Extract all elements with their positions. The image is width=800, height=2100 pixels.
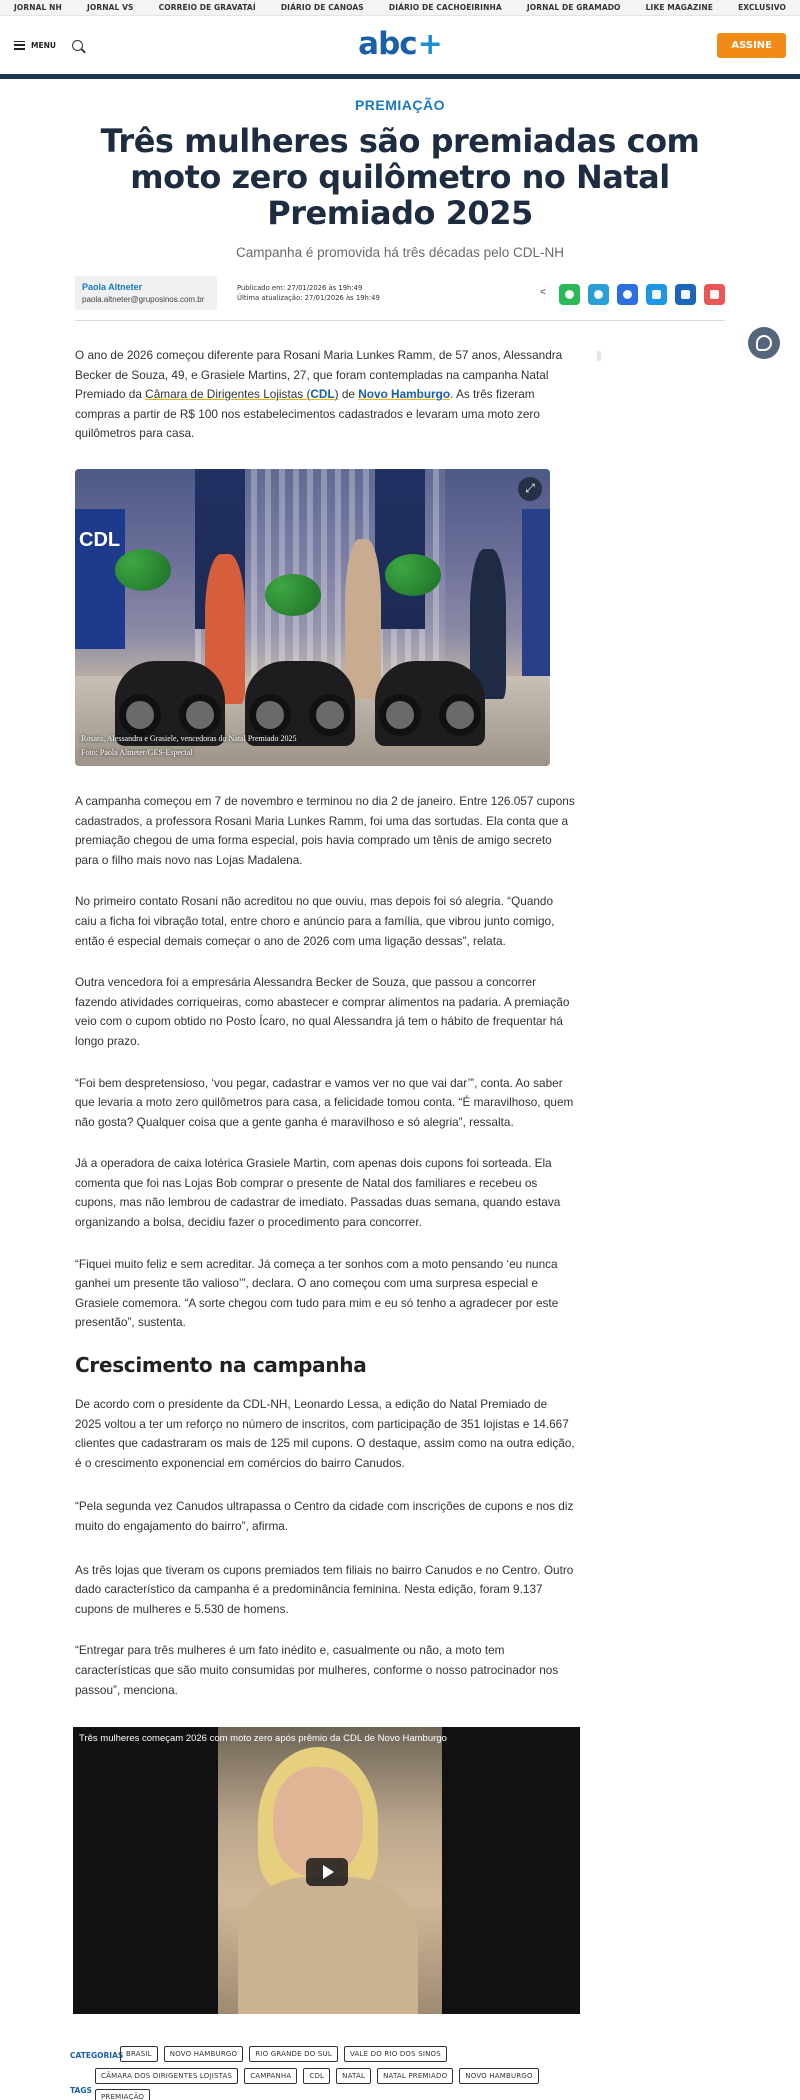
- updated-date: Última atualização: 27/01/2026 às 19h:49: [237, 294, 380, 302]
- site-header: [0, 16, 800, 74]
- novo-hamburgo-link[interactable]: Novo Hamburgo: [358, 387, 451, 402]
- body-paragraph: No primeiro contato Rosani não acreditou no que ouviu, mas depois foi só alegria. “Quando caiu a ficha foi vibração total, entre choro e anúncio para a família, que vibrou junto comigo, então é especial demais começar o ano de 2026 com uma ligação dessas”, relata.: [75, 894, 555, 948]
- article-photo[interactable]: [75, 469, 550, 766]
- category-tag[interactable]: BRASIL: [120, 2046, 158, 2062]
- photo-person: [345, 539, 381, 699]
- partner-link[interactable]: JORNAL DE GRAMADO: [526, 3, 621, 12]
- caption-credit: Foto: Paola Altneter/GES-Especial: [81, 747, 193, 757]
- lead-text-end: . As três fizeram compras a partir de R$ 100 nos estabelecimentos cadastrados e levaram uma moto zero quilômetros para casa.: [75, 387, 540, 441]
- cdl-link-text: Câmara de Dirigentes Lojistas (: [145, 387, 311, 402]
- category-tag[interactable]: VALE DO RIO DOS SINOS: [344, 2046, 447, 2062]
- video-title[interactable]: Três mulheres começam 2026 com moto zero após prêmio da CDL de Novo Hamburgo: [79, 1733, 447, 1745]
- photo-banner: [375, 469, 425, 629]
- author-box: [75, 276, 217, 310]
- publish-dates: [237, 283, 380, 303]
- partner-link[interactable]: JORNAL NH: [14, 3, 62, 12]
- categories-row: [70, 2046, 800, 2062]
- email-icon: [710, 290, 719, 299]
- twitter-share-button[interactable]: [646, 284, 667, 305]
- body-paragraph: “Entregar para três mulheres é um fato inédito e, casualmente ou não, a moto tem características que são muito consumidas por mulheres, conforme o nosso patrocinador nos passou”, menciona.: [75, 1643, 559, 1697]
- telegram-share-button[interactable]: [588, 284, 609, 305]
- header-divider: [0, 74, 800, 79]
- email-share-button[interactable]: [704, 284, 725, 305]
- photo-balloons: [115, 549, 171, 591]
- facebook-share-button[interactable]: [617, 284, 638, 305]
- category-tag[interactable]: RIO GRANDE DO SUL: [249, 2046, 338, 2062]
- share-icon: [540, 290, 549, 299]
- video-player[interactable]: [73, 1727, 580, 2014]
- menu-button[interactable]: [14, 41, 56, 50]
- search-icon[interactable]: [72, 40, 83, 51]
- photo-motorcycle: [375, 661, 485, 746]
- motorcycle-wheel: [249, 694, 291, 736]
- photo-balloons: [385, 554, 441, 596]
- logo-text: abc: [358, 26, 417, 62]
- chat-bubble-icon: [756, 335, 772, 351]
- motorcycle-wheel: [119, 694, 161, 736]
- tag[interactable]: CDL: [303, 2068, 330, 2084]
- body-paragraph: De acordo com o presidente da CDL-NH, Leonardo Lessa, a edição do Natal Premiado de 2025 voltou a ter um reforço no número de inscritos, com participação de 351 lojistas e 14.667 clientes que cadastraram os mais de 125 mil cupons. O destaque, assim como na outra edição, é o crescimento exponencial em comércios do bairro Canudos.: [75, 1397, 575, 1470]
- photo-balloons: [265, 574, 321, 616]
- motorcycle-wheel: [379, 694, 421, 736]
- partner-link[interactable]: EXCLUSIVO: [738, 3, 786, 12]
- lead-text-mid: de: [338, 387, 359, 402]
- category-tag[interactable]: NOVO HAMBURGO: [164, 2046, 243, 2062]
- linkedin-share-button[interactable]: [675, 284, 696, 305]
- cdl-link-bold[interactable]: CDL: [310, 387, 335, 402]
- tag[interactable]: PREMIAÇÃO: [95, 2089, 150, 2100]
- lead-paragraph: [75, 346, 575, 444]
- motorcycle-wheel: [179, 694, 221, 736]
- chat-float-button[interactable]: [748, 327, 780, 359]
- hamburger-icon: [14, 41, 25, 50]
- partner-link[interactable]: LIKE MAGAZINE: [645, 3, 713, 12]
- article-title: Três mulheres são premiadas com moto zero quilômetro no Natal Premiado 2025: [100, 122, 700, 232]
- author-name[interactable]: Paola Altneter: [82, 282, 143, 292]
- share-bar: [540, 284, 725, 305]
- tag[interactable]: NATAL PREMIADO: [377, 2068, 453, 2084]
- partner-link[interactable]: JORNAL VS: [87, 3, 134, 12]
- body-paragraph: “Fiquei muito feliz e sem acreditar. Já começa a ter sonhos com a moto pensando ‘eu nunca ganhei um presente tão valioso’”, declara. O ano começou com uma surpresa especial e Grasiele comemora. “A sorte chegou com tudo para mim e eu só tenho a agradecer por este presentão”, sustenta.: [75, 1256, 559, 1330]
- lead-text: O ano de 2026 começou diferente para Rosani Maria Lunkes Ramm, de 57 anos, Alessandra Becker de Souza, 49, e Grasiele Martins, 27, que foram contempladas na campanha Natal Premiado da: [75, 348, 563, 402]
- partner-link[interactable]: DIÁRIO DE CANOAS: [280, 3, 364, 12]
- scroll-marker: [597, 351, 601, 361]
- partner-link[interactable]: CORREIO DE GRAVATAÍ: [158, 3, 256, 12]
- whatsapp-share-button[interactable]: [559, 284, 580, 305]
- logo-plus: +: [417, 26, 442, 62]
- tags-label: TAGS: [70, 2086, 92, 2096]
- article-kicker[interactable]: PREMIAÇÃO: [354, 97, 446, 113]
- tags-list: [95, 2068, 565, 2100]
- whatsapp-icon: [565, 290, 574, 299]
- body-paragraph: Outra vencedora foi a empresária Alessandra Becker de Souza, que passou a concorrer fazendo atividades corriqueiras, como abastecer e comprar alimentos na padaria. A premiação veio com o cupom obtido no Posto Ícaro, no qual Alessandra já tem o hábito de frequentar há longo prazo.: [75, 975, 570, 1048]
- meta-divider: [75, 320, 725, 321]
- menu-label: MENU: [31, 40, 56, 50]
- categories-list: [120, 2046, 560, 2062]
- cdl-link[interactable]: [145, 387, 338, 401]
- motorcycle-wheel: [309, 694, 351, 736]
- photo-caption: [81, 732, 297, 760]
- caption-text: Rosani, Alessandra e Grasiele, vencedoras do Natal Premiado 2025: [81, 733, 297, 743]
- article-subtitle: Campanha é promovida há três décadas pelo CDL-NH: [236, 245, 564, 260]
- body-paragraph: Já a operadora de caixa lotérica Grasiele Martin, com apenas dois cupons foi sorteada. Ela comenta que foi nas Lojas Bob comprar o presente de Natal dos familiares e recebeu os cupons, mas não lembrou de cadastrar de imediato. Passadas duas semana, quando estava organizando a bolsa, decidiu fazer o procedimento para concorrer.: [75, 1156, 561, 1230]
- tag[interactable]: NOVO HAMBURGO: [459, 2068, 538, 2084]
- telegram-icon: [594, 290, 603, 299]
- cdl-link-end: ): [334, 387, 339, 402]
- partner-link[interactable]: DIÁRIO DE CACHOEIRINHA: [388, 3, 502, 12]
- expand-icon[interactable]: ⤢: [518, 477, 542, 501]
- body-paragraph: As três lojas que tiveram os cupons premiados tem filiais no bairro Canudos e no Centro. Outro dado característico da campanha é a predominância feminina. Nesta edição, foram 9.137 cupons de mulheres e 5.530 de homens.: [75, 1562, 574, 1616]
- section-heading: Crescimento na campanha: [75, 1353, 367, 1378]
- body-paragraph: “Foi bem despretensioso, ‘vou pegar, cadastrar e vamos ver no que vai dar’”, conta. Ao saber que levaria a moto zero quilômetros para casa, a felicidade tomou conta. “É maravilhoso, quem não gosta? Qualquer coisa que a gente ganha é maravilhoso e só alegria”, ressalta.: [75, 1075, 574, 1129]
- article-meta: [75, 276, 725, 310]
- tag[interactable]: CÂMARA DOS DIRIGENTES LOJISTAS: [95, 2068, 238, 2084]
- tag[interactable]: CAMPANHA: [244, 2068, 297, 2084]
- site-logo[interactable]: [358, 26, 442, 62]
- partner-bar: [0, 0, 800, 16]
- published-date: Publicado em: 27/01/2026 às 19h:49: [237, 284, 363, 292]
- motorcycle-wheel: [439, 694, 481, 736]
- body-paragraph: A campanha começou em 7 de novembro e terminou no dia 2 de janeiro. Entre 126.057 cupons cadastrados, a professora Rosani Maria Lunkes Ramm, foi uma das sortudas. Ela conta que a premiação chegou de uma forma especial, pois havia comprado um tênis de amigo secreto para o filho mais novo nas Lojas Madalena.: [75, 793, 575, 867]
- tags-row: [70, 2068, 800, 2100]
- video-subject-body: [238, 1877, 418, 2014]
- categories-label: CATEGORIAS: [70, 2051, 124, 2061]
- play-icon[interactable]: [306, 1858, 348, 1886]
- facebook-icon: [623, 290, 632, 299]
- tag[interactable]: NATAL: [336, 2068, 371, 2084]
- body-paragraph: “Pela segunda vez Canudos ultrapassa o Centro da cidade com inscrições de cupons e nos diz muito do engajamento do bairro”, afirma.: [75, 1499, 574, 1533]
- subscribe-button[interactable]: ASSINE: [717, 33, 786, 58]
- photo-cdl-banner: CDL: [75, 509, 125, 649]
- taxonomy-section: [70, 2046, 800, 2100]
- twitter-icon: [652, 290, 661, 299]
- linkedin-icon: [681, 290, 690, 299]
- author-email[interactable]: paola.altneter@gruposinos.com.br: [82, 295, 205, 304]
- article-body: [75, 346, 575, 2014]
